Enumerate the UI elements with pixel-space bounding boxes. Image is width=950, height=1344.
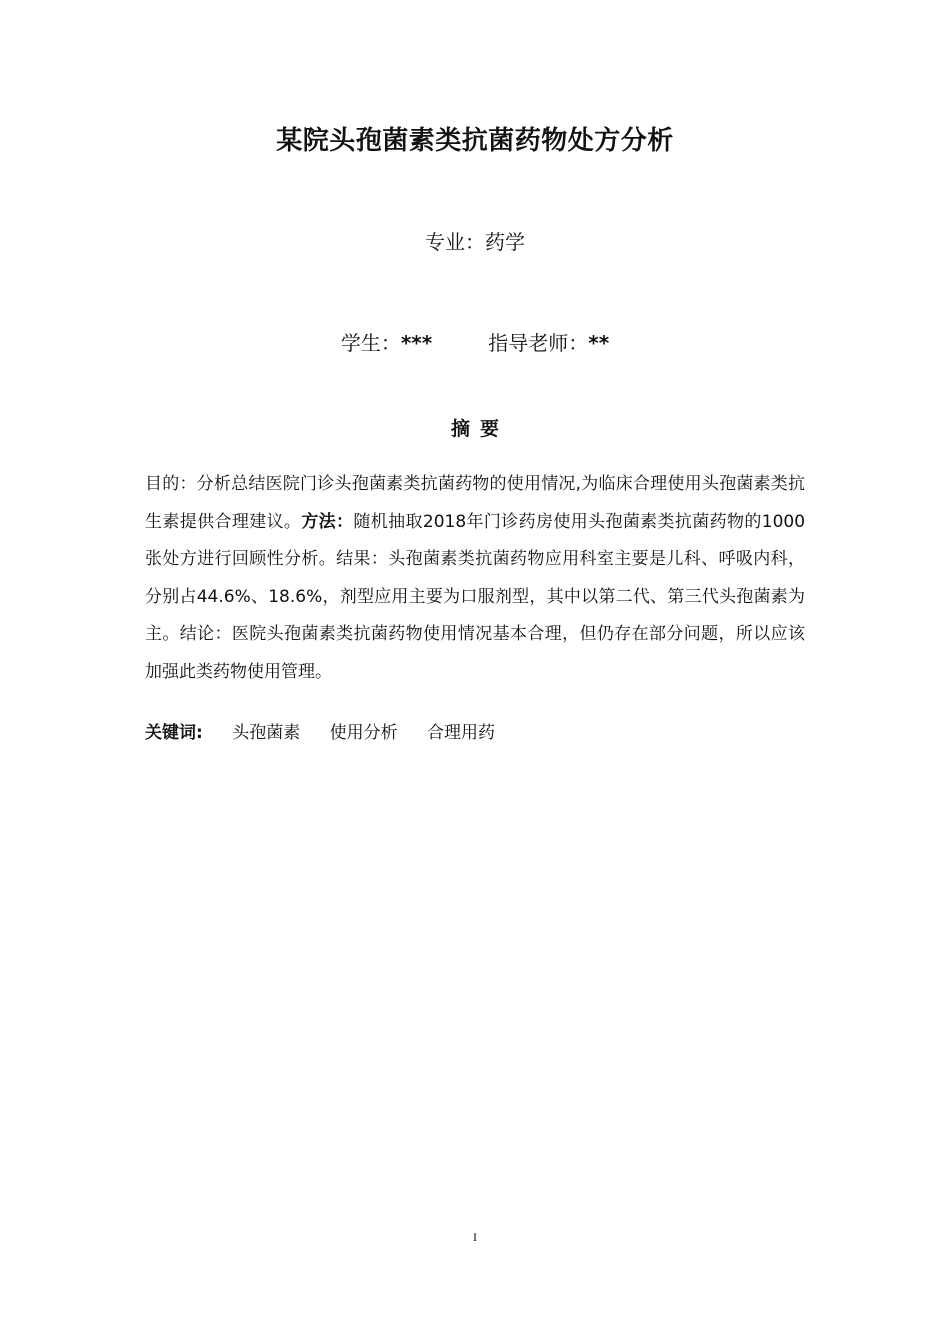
advisor-name: ** bbox=[588, 331, 610, 355]
major-line: 专业：药学 bbox=[425, 230, 525, 254]
advisor-label: 指导老师： bbox=[488, 331, 589, 355]
keywords-label: 关键词: bbox=[145, 723, 203, 743]
page-number: I bbox=[473, 1230, 477, 1244]
abstract-body bbox=[145, 466, 805, 691]
keywords-line bbox=[145, 718, 495, 743]
abstract-method-label: 方法： bbox=[301, 511, 354, 532]
abstract-objective: 目的：分析总结医院门诊头孢菌素类抗菌药物的使用情况,为临床合理使用头孢菌素类抗生素提供合理建议。 bbox=[145, 474, 805, 532]
abstract-content: 随机抽取2018年门诊药房使用头孢菌素类抗菌药物的1000张处方进行回顾性分析。结果：头孢菌素类抗菌药物应用科室主要是儿科、呼吸内科，分别占44.6%、18.6%，剂型应用主要为口服剂型，其中以第二代、第三代头孢菌素为主。结论：医院头孢菌素类抗菌药物使用情况基本合理，但仍存在部分问题，所以应该加强此类药物使用管理。 bbox=[145, 511, 806, 682]
abstract-heading: 摘要 bbox=[450, 418, 509, 440]
keyword-item: 使用分析 bbox=[329, 723, 398, 743]
student-label: 学生： bbox=[340, 331, 401, 355]
document-title: 某院头孢菌素类抗菌药物处方分析 bbox=[276, 126, 674, 156]
keyword-item: 头孢菌素 bbox=[232, 723, 301, 743]
author-line bbox=[0, 327, 950, 356]
student-name: *** bbox=[400, 331, 433, 355]
keyword-item: 合理用药 bbox=[427, 723, 496, 743]
